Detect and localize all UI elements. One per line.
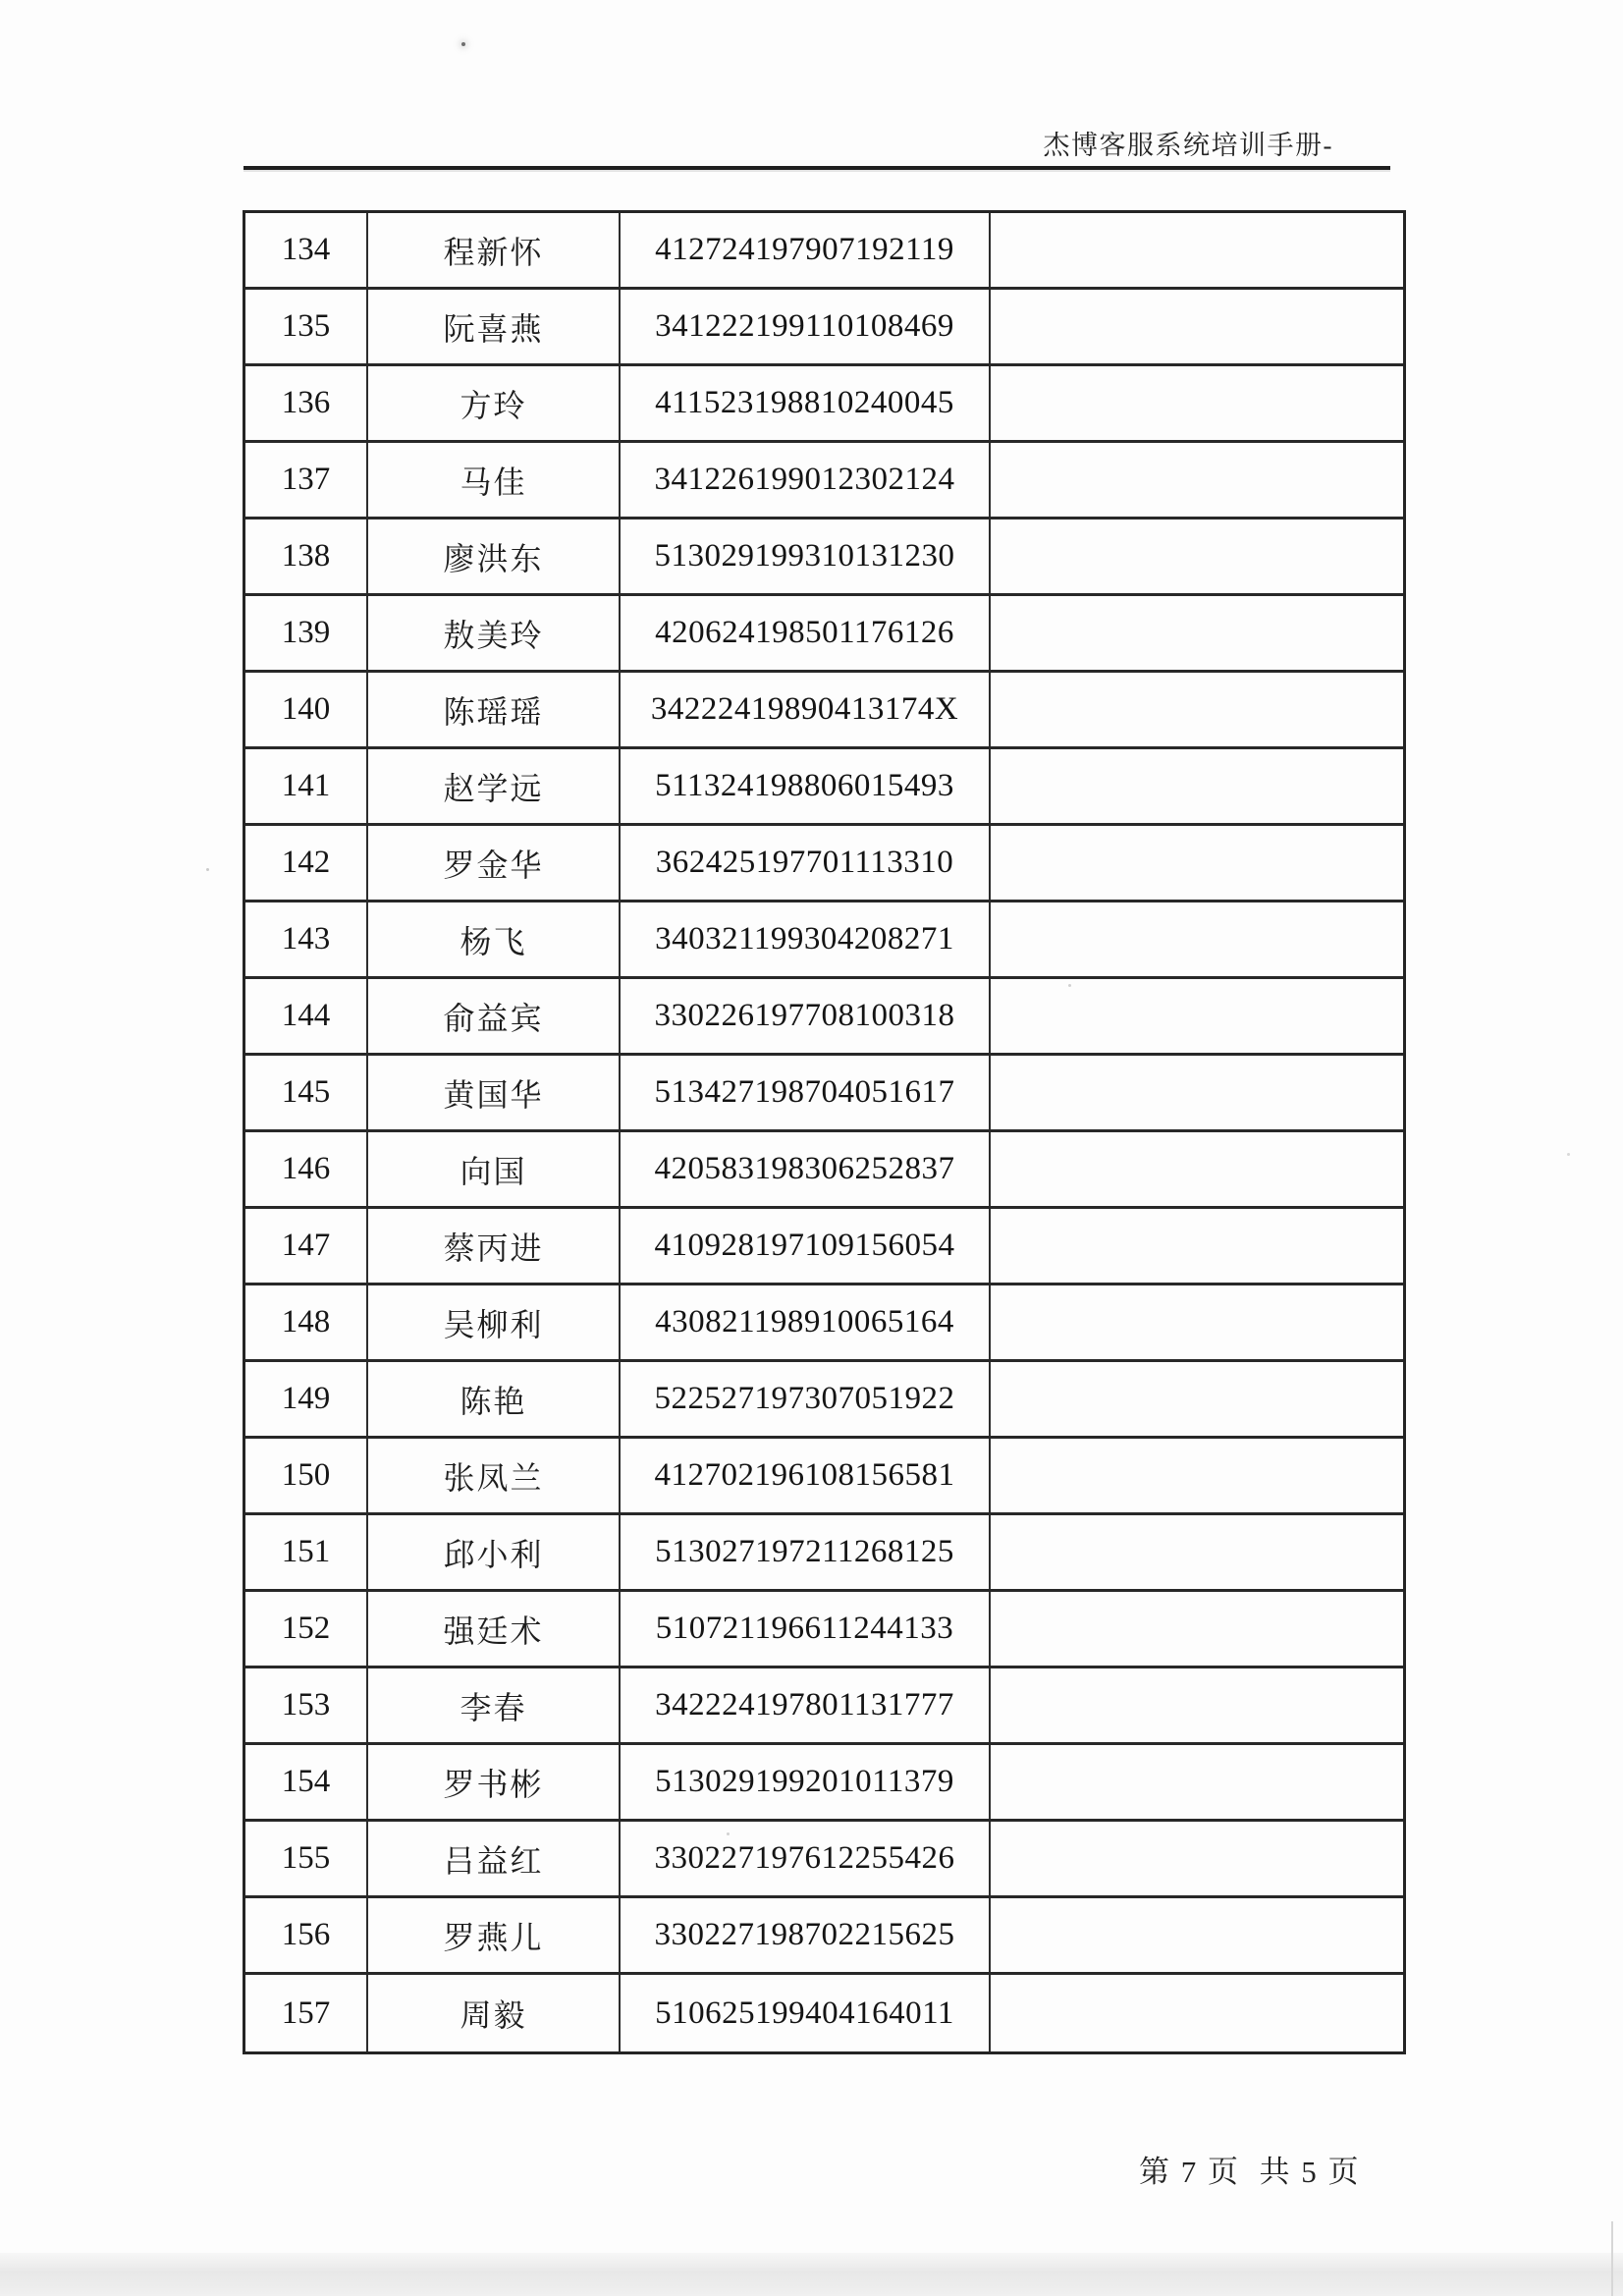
- scan-edge-shadow: [0, 2253, 1623, 2296]
- table-cell-id: 340321199304208271: [621, 902, 991, 976]
- table-cell-id: 412702196108156581: [621, 1439, 991, 1512]
- table-row: [245, 749, 1403, 826]
- table-cell-name: 强廷术: [368, 1592, 621, 1666]
- table-cell-name: 廖洪东: [368, 519, 621, 593]
- page-number: 第 7 页 共 5 页: [1139, 2155, 1361, 2189]
- table-row: [245, 902, 1403, 979]
- roster-table: [243, 210, 1406, 2054]
- table-row: [245, 1285, 1403, 1362]
- table-cell-empty: [991, 1515, 1406, 1589]
- table-cell-no: 157: [245, 1975, 368, 2051]
- table-cell-id: 341222199110108469: [621, 290, 991, 363]
- table-cell-empty: [991, 443, 1406, 517]
- table-cell-id: 513029199201011379: [621, 1745, 991, 1819]
- table-cell-name: 向国: [368, 1132, 621, 1206]
- table-row: [245, 1056, 1403, 1132]
- table-row: [245, 596, 1403, 673]
- table-row: [245, 290, 1403, 366]
- table-cell-name: 俞益宾: [368, 979, 621, 1053]
- table-row: [245, 826, 1403, 902]
- table-cell-empty: [991, 213, 1406, 287]
- table-cell-no: 136: [245, 366, 368, 440]
- scan-speck: [727, 1832, 730, 1835]
- table-row: [245, 519, 1403, 596]
- table-cell-no: 138: [245, 519, 368, 593]
- table-cell-id: 513427198704051617: [621, 1056, 991, 1129]
- table-cell-id: 510721196611244133: [621, 1592, 991, 1666]
- table-cell-no: 156: [245, 1898, 368, 1972]
- table-row: [245, 1439, 1403, 1515]
- table-cell-empty: [991, 826, 1406, 900]
- table-cell-id: 513027197211268125: [621, 1515, 991, 1589]
- table-cell-id: 330226197708100318: [621, 979, 991, 1053]
- table-cell-name: 杨飞: [368, 902, 621, 976]
- scan-speck: [1068, 984, 1071, 987]
- table-cell-no: 155: [245, 1822, 368, 1895]
- table-cell-empty: [991, 1439, 1406, 1512]
- table-cell-empty: [991, 1898, 1406, 1972]
- table-row: [245, 366, 1403, 443]
- table-cell-no: 147: [245, 1209, 368, 1283]
- table-cell-empty: [991, 290, 1406, 363]
- table-cell-empty: [991, 519, 1406, 593]
- table-cell-id: 420624198501176126: [621, 596, 991, 670]
- table-row: [245, 1668, 1403, 1745]
- table-cell-id: 420583198306252837: [621, 1132, 991, 1206]
- table-cell-id: 342224197801131777: [621, 1668, 991, 1742]
- header-title: 杰博客服系统培训手册-: [1043, 131, 1333, 160]
- table-row: [245, 1209, 1403, 1285]
- table-row: [245, 1592, 1403, 1668]
- table-row: [245, 1898, 1403, 1975]
- table-cell-empty: [991, 1668, 1406, 1742]
- table-cell-name: 敖美玲: [368, 596, 621, 670]
- table-cell-empty: [991, 902, 1406, 976]
- table-cell-empty: [991, 1822, 1406, 1895]
- table-cell-no: 135: [245, 290, 368, 363]
- table-row: [245, 213, 1403, 290]
- table-cell-empty: [991, 1285, 1406, 1359]
- table-cell-id: 410928197109156054: [621, 1209, 991, 1283]
- table-cell-no: 154: [245, 1745, 368, 1819]
- scan-speck: [206, 868, 209, 871]
- table-cell-no: 141: [245, 749, 368, 823]
- table-row: [245, 1745, 1403, 1822]
- table-cell-name: 程新怀: [368, 213, 621, 287]
- table-row: [245, 673, 1403, 749]
- table-cell-empty: [991, 673, 1406, 746]
- table-cell-no: 146: [245, 1132, 368, 1206]
- table-cell-id: 412724197907192119: [621, 213, 991, 287]
- table-row: [245, 979, 1403, 1056]
- table-cell-id: 510625199404164011: [621, 1975, 991, 2051]
- table-cell-name: 方玲: [368, 366, 621, 440]
- table-cell-name: 陈瑶瑶: [368, 673, 621, 746]
- scan-speck: [1567, 1153, 1570, 1156]
- table-cell-name: 罗燕儿: [368, 1898, 621, 1972]
- table-cell-name: 陈艳: [368, 1362, 621, 1436]
- table-cell-name: 邱小利: [368, 1515, 621, 1589]
- table-row: [245, 1515, 1403, 1592]
- table-cell-name: 蔡丙进: [368, 1209, 621, 1283]
- table-cell-empty: [991, 1745, 1406, 1819]
- table-cell-name: 张凤兰: [368, 1439, 621, 1512]
- table-cell-no: 149: [245, 1362, 368, 1436]
- table-cell-id: 330227198702215625: [621, 1898, 991, 1972]
- table-row: [245, 1362, 1403, 1439]
- table-cell-id: 341226199012302124: [621, 443, 991, 517]
- table-row: [245, 1132, 1403, 1209]
- table-cell-empty: [991, 596, 1406, 670]
- table-cell-id: 34222419890413174X: [621, 673, 991, 746]
- table-cell-id: 362425197701113310: [621, 826, 991, 900]
- table-row: [245, 1975, 1403, 2051]
- table-cell-no: 143: [245, 902, 368, 976]
- table-cell-no: 139: [245, 596, 368, 670]
- table-cell-no: 148: [245, 1285, 368, 1359]
- table-cell-name: 周毅: [368, 1975, 621, 2051]
- table-cell-name: 吕益红: [368, 1822, 621, 1895]
- table-cell-empty: [991, 1362, 1406, 1436]
- table-cell-no: 137: [245, 443, 368, 517]
- table-cell-name: 吴柳利: [368, 1285, 621, 1359]
- table-row: [245, 443, 1403, 519]
- scan-edge-line: [1611, 2221, 1613, 2296]
- table-cell-no: 134: [245, 213, 368, 287]
- table-cell-id: 511324198806015493: [621, 749, 991, 823]
- table-cell-no: 145: [245, 1056, 368, 1129]
- table-cell-no: 150: [245, 1439, 368, 1512]
- table-cell-name: 李春: [368, 1668, 621, 1742]
- table-cell-empty: [991, 979, 1406, 1053]
- table-cell-name: 马佳: [368, 443, 621, 517]
- table-cell-empty: [991, 1592, 1406, 1666]
- table-cell-empty: [991, 1132, 1406, 1206]
- table-row: [245, 1822, 1403, 1898]
- table-cell-id: 411523198810240045: [621, 366, 991, 440]
- table-cell-name: 罗金华: [368, 826, 621, 900]
- table-cell-name: 赵学远: [368, 749, 621, 823]
- table-cell-no: 153: [245, 1668, 368, 1742]
- scan-speck: [461, 42, 465, 46]
- table-cell-no: 152: [245, 1592, 368, 1666]
- table-cell-empty: [991, 366, 1406, 440]
- table-cell-id: 513029199310131230: [621, 519, 991, 593]
- table-cell-empty: [991, 1056, 1406, 1129]
- table-cell-empty: [991, 749, 1406, 823]
- table-cell-name: 黄国华: [368, 1056, 621, 1129]
- table-cell-empty: [991, 1975, 1406, 2051]
- table-cell-no: 151: [245, 1515, 368, 1589]
- table-cell-no: 142: [245, 826, 368, 900]
- table-cell-name: 阮喜燕: [368, 290, 621, 363]
- table-cell-name: 罗书彬: [368, 1745, 621, 1819]
- table-cell-empty: [991, 1209, 1406, 1283]
- table-cell-id: 330227197612255426: [621, 1822, 991, 1895]
- header-rule: [243, 166, 1390, 170]
- table-cell-no: 144: [245, 979, 368, 1053]
- table-cell-id: 522527197307051922: [621, 1362, 991, 1436]
- table-cell-no: 140: [245, 673, 368, 746]
- table-cell-id: 430821198910065164: [621, 1285, 991, 1359]
